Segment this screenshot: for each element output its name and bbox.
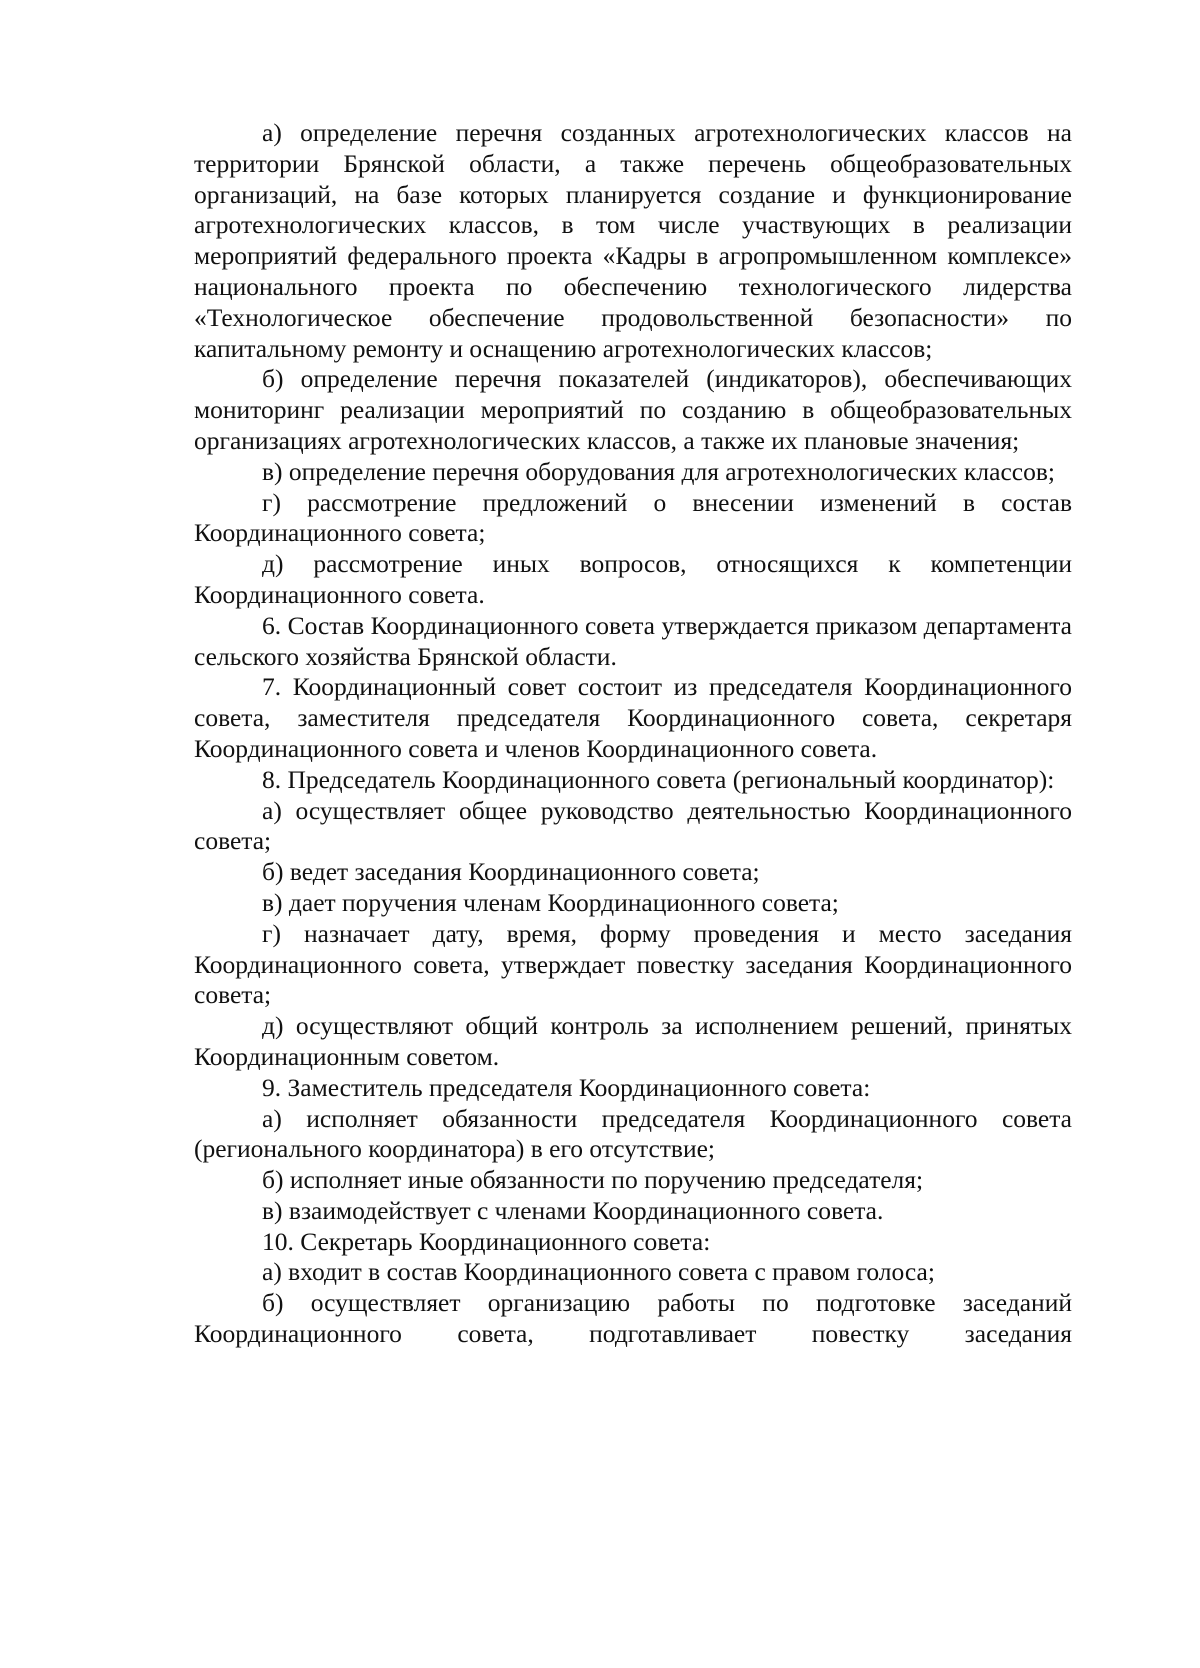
paragraph-5g: г) рассмотрение предложений о внесении изменений в состав Координационного совета; [194,487,1072,548]
paragraph-8g: г) назначает дату, время, форму проведения и место заседания Координационного совета, утверждает повестку заседания Координационного совета; [194,918,1072,1010]
paragraph-9v: в) взаимодействует с членами Координационного совета. [262,1195,884,1225]
paragraph-8v: в) дает поручения членам Координационного совета; [262,887,839,917]
paragraph-8b: б) ведет заседания Координационного совета; [262,857,760,887]
paragraph-10b: б) осуществляет организацию работы по подготовке заседаний Координационного совета, подготавливает повестку заседания [194,1288,1072,1349]
paragraph-10a: а) входит в состав Координационного совета с правом голоса; [262,1257,935,1287]
paragraph-5a: а) определение перечня созданных агротехнологических классов на территории Брянской области, а также перечень общеобразовательных организаций, на базе которых планируется создание и функционирование агротехнологических классов, в том числе участвующих в реализации мероприятий федерального проекта «Кадры в агропромышленном комплексе» национального проекта по обеспечению технологического лидерства «Технологическое обеспечение продовольственной безопасности» по капитальному ремонту и оснащению агротехнологических классов; [194,118,1072,363]
paragraph-8a: а) осуществляет общее руководство деятельностью Координационного совета; [194,795,1072,856]
paragraph-5v: в) определение перечня оборудования для агротехнологических классов; [262,456,1055,486]
paragraph-9a: а) исполняет обязанности председателя Координационного совета (регионального координатора) в его отсутствие; [194,1103,1072,1164]
paragraph-8d: д) осуществляют общий контроль за исполнением решений, принятых Координационным советом. [194,1011,1072,1071]
paragraph-9b: б) исполняет иные обязанности по поручению председателя; [262,1165,924,1195]
paragraph-10: 10. Секретарь Координационного совета: [262,1226,711,1256]
paragraph-8: 8. Председатель Координационного совета (региональный координатор): [262,764,1055,794]
paragraph-6: 6. Состав Координационного совета утверждается приказом департамента сельского хозяйства Брянской области. [194,610,1072,671]
paragraph-7: 7. Координационный совет состоит из председателя Координационного совета, заместителя председателя Координационного совета, секретаря Координационного совета и членов Координационного совета. [194,672,1072,763]
paragraph-5d: д) рассмотрение иных вопросов, относящихся к компетенции Координационного совета. [194,549,1072,609]
paragraph-9: 9. Заместитель председателя Координационного совета: [262,1072,871,1102]
document-body [194,118,1072,1350]
paragraph-5b: б) определение перечня показателей (индикаторов), обеспечивающих мониторинг реализации мероприятий по созданию в общеобразовательных организациях агротехнологических классов, а также их плановые значения; [194,364,1072,455]
